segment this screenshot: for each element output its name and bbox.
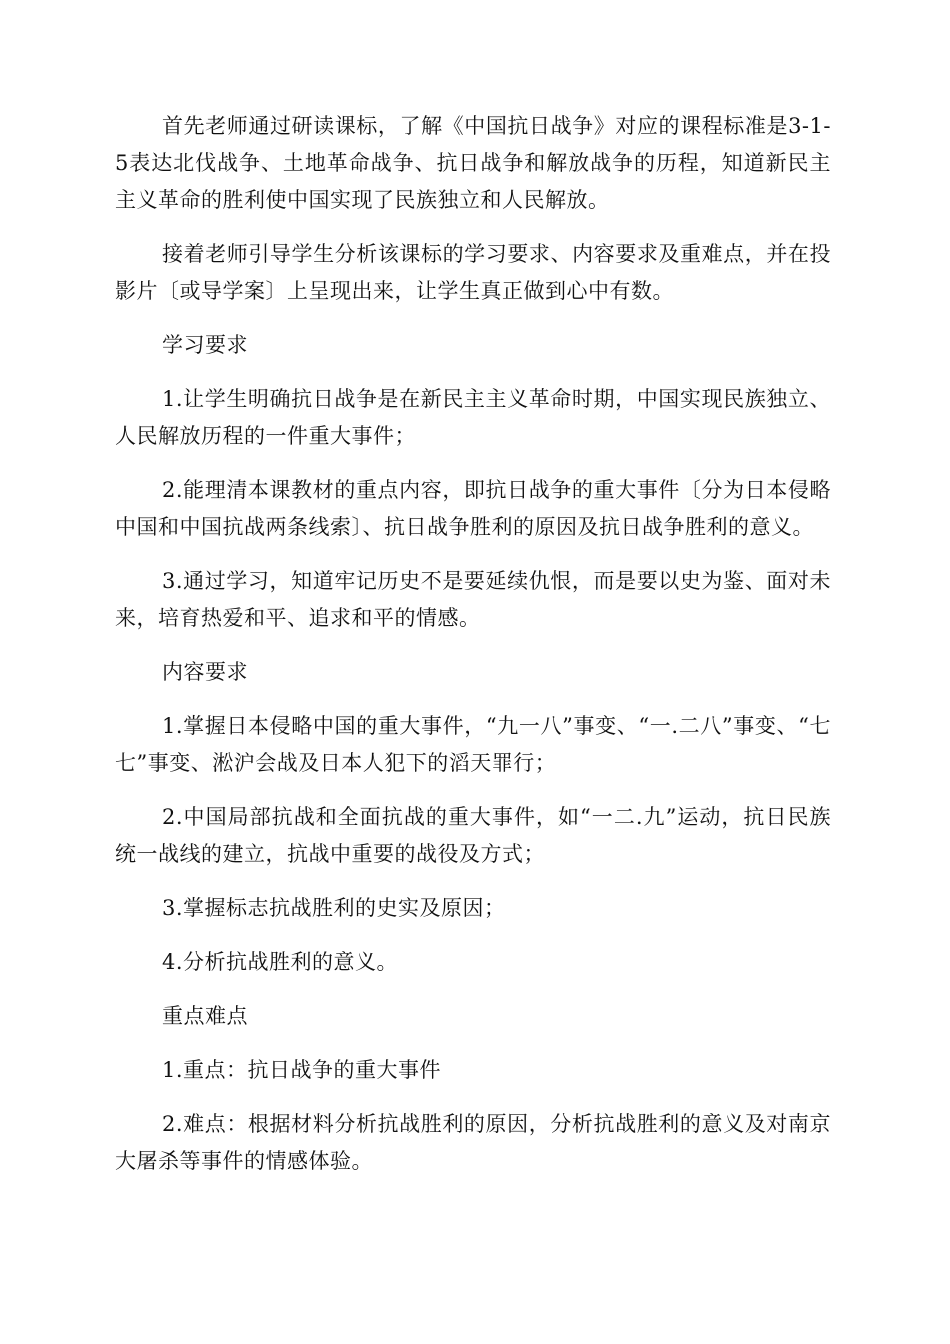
difficult-point-item: 2.难点：根据材料分析抗战胜利的原因，分析抗战胜利的意义及对南京大屠杀等事件的情感体验。 <box>115 1112 831 1173</box>
section-heading-content-requirements: 内容要求 <box>162 660 248 684</box>
content-requirement-item: 2.中国局部抗战和全面抗战的重大事件，如“一二.九”运动，抗日民族统一战线的建立，抗战中重要的战役及方式； <box>115 805 831 866</box>
intro-paragraph: 首先老师通过研读课标，了解《中国抗日战争》对应的课程标准是3-1-5表达北伐战争、土地革命战争、抗日战争和解放战争的历程，知道新民主主义革命的胜利使中国实现了民族独立和人民解放。 <box>115 114 831 212</box>
learning-requirement-item: 2.能理清本课教材的重点内容，即抗日战争的重大事件〔分为日本侵略中国和中国抗战两条线索〕、抗日战争胜利的原因及抗日战争胜利的意义。 <box>115 478 831 539</box>
content-requirement-item: 4.分析抗战胜利的意义。 <box>162 950 399 974</box>
learning-requirement-item: 3.通过学习，知道牢记历史不是要延续仇恨，而是要以史为鉴、面对未来，培育热爱和平、追求和平的情感。 <box>115 569 831 630</box>
content-requirement-item: 1.掌握日本侵略中国的重大事件，“九一八”事变、“一.二八”事变、“七七”事变、淞沪会战及日本人犯下的滔天罪行； <box>115 714 831 775</box>
document-page <box>115 108 831 1197</box>
section-heading-learning-requirements: 学习要求 <box>162 333 248 357</box>
section-heading-key-difficult-points: 重点难点 <box>162 1004 248 1028</box>
key-point-item: 1.重点：抗日战争的重大事件 <box>162 1058 442 1082</box>
content-requirement-item: 3.掌握标志抗战胜利的史实及原因； <box>162 896 506 920</box>
guidance-paragraph: 接着老师引导学生分析该课标的学习要求、内容要求及重难点，并在投影片〔或导学案〕上呈现出来，让学生真正做到心中有数。 <box>115 242 831 303</box>
learning-requirement-item: 1.让学生明确抗日战争是在新民主主义革命时期，中国实现民族独立、人民解放历程的一件重大事件； <box>115 387 831 448</box>
